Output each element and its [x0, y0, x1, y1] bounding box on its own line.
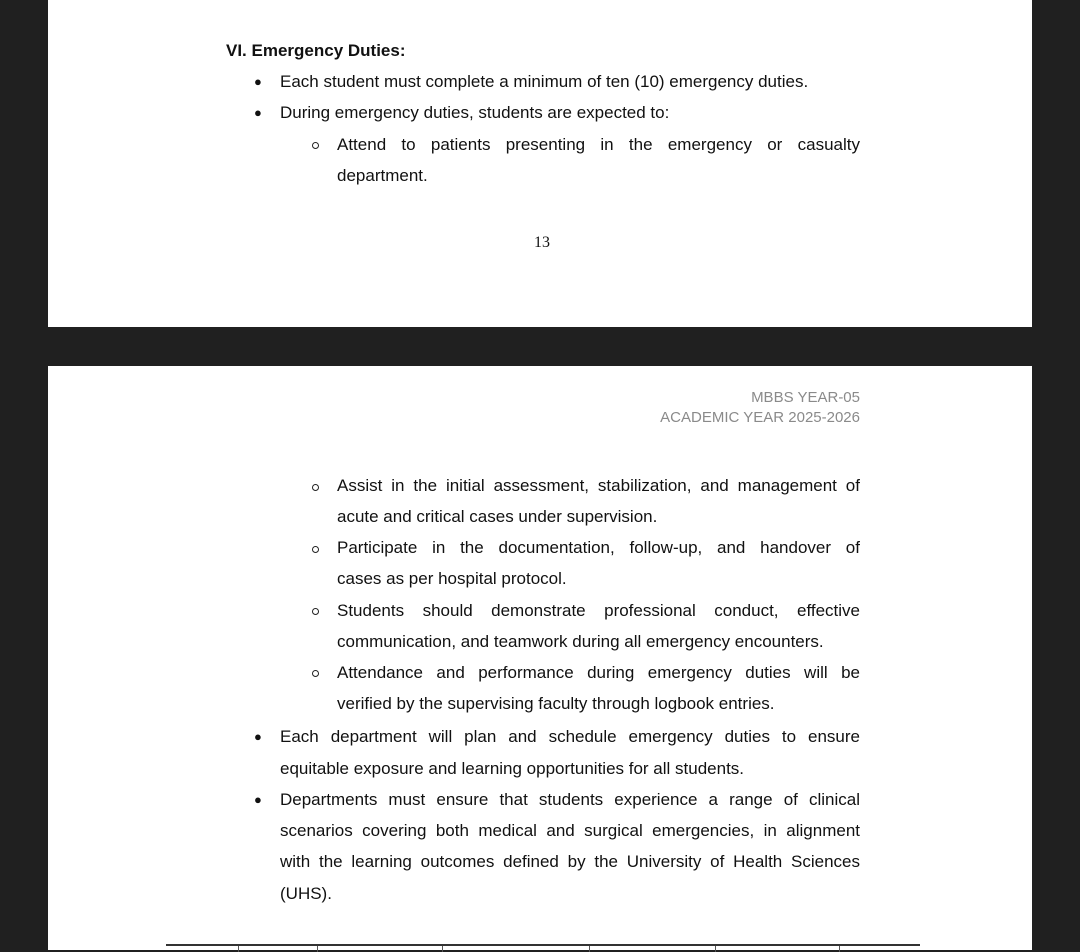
bullet-dot: ● [254, 729, 262, 744]
sub-bullet-text: department. [337, 166, 428, 185]
bullet-dot: ● [254, 792, 262, 807]
running-header-year: MBBS YEAR-05 [751, 389, 860, 406]
sub-bullet-circle [312, 484, 319, 491]
sub-bullet-text: cases as per hospital protocol. [337, 569, 567, 588]
bullet-dot: ● [254, 74, 262, 89]
bullet-text: scenarios covering both medical and surgical emergencies, in alignment [280, 821, 860, 840]
bullet-text: Departments must ensure that students experience a range of clinical [280, 790, 860, 809]
bullet-text: equitable exposure and learning opportunities for all students. [280, 759, 745, 778]
sub-bullet-text: Attendance and performance during emergency duties will be [337, 663, 860, 682]
bullet-text: Each student must complete a minimum of ten (10) emergency duties. [280, 72, 809, 91]
sub-bullet-text: Attend to patients presenting in the emergency or casualty [337, 135, 860, 154]
sub-bullet-text: Students should demonstrate professional conduct, effective [337, 601, 860, 620]
sub-bullet-circle [312, 546, 319, 553]
sub-bullet-text: acute and critical cases under supervision. [337, 507, 658, 526]
sub-bullet-text: Assist in the initial assessment, stabilization, and management of [337, 476, 860, 495]
document-page-13 [48, 0, 1032, 327]
document-page-14 [48, 366, 1032, 950]
section-heading: VI. Emergency Duties: [226, 41, 406, 60]
page-number: 13 [534, 234, 550, 251]
running-header-academic-year: ACADEMIC YEAR 2025-2026 [660, 409, 860, 426]
table-top-border [166, 944, 920, 952]
sub-bullet-text: Participate in the documentation, follow-up, and handover of [337, 538, 860, 557]
sub-bullet-circle [312, 670, 319, 677]
bullet-dot: ● [254, 105, 262, 120]
bullet-text: During emergency duties, students are expected to: [280, 103, 670, 122]
sub-bullet-circle [312, 142, 319, 149]
bullet-text: (UHS). [280, 884, 332, 903]
sub-bullet-circle [312, 608, 319, 615]
sub-bullet-text: verified by the supervising faculty through logbook entries. [337, 694, 775, 713]
bullet-text: Each department will plan and schedule emergency duties to ensure [280, 727, 860, 746]
sub-bullet-text: communication, and teamwork during all emergency encounters. [337, 632, 824, 651]
bullet-text: with the learning outcomes defined by the University of Health Sciences [280, 852, 860, 871]
